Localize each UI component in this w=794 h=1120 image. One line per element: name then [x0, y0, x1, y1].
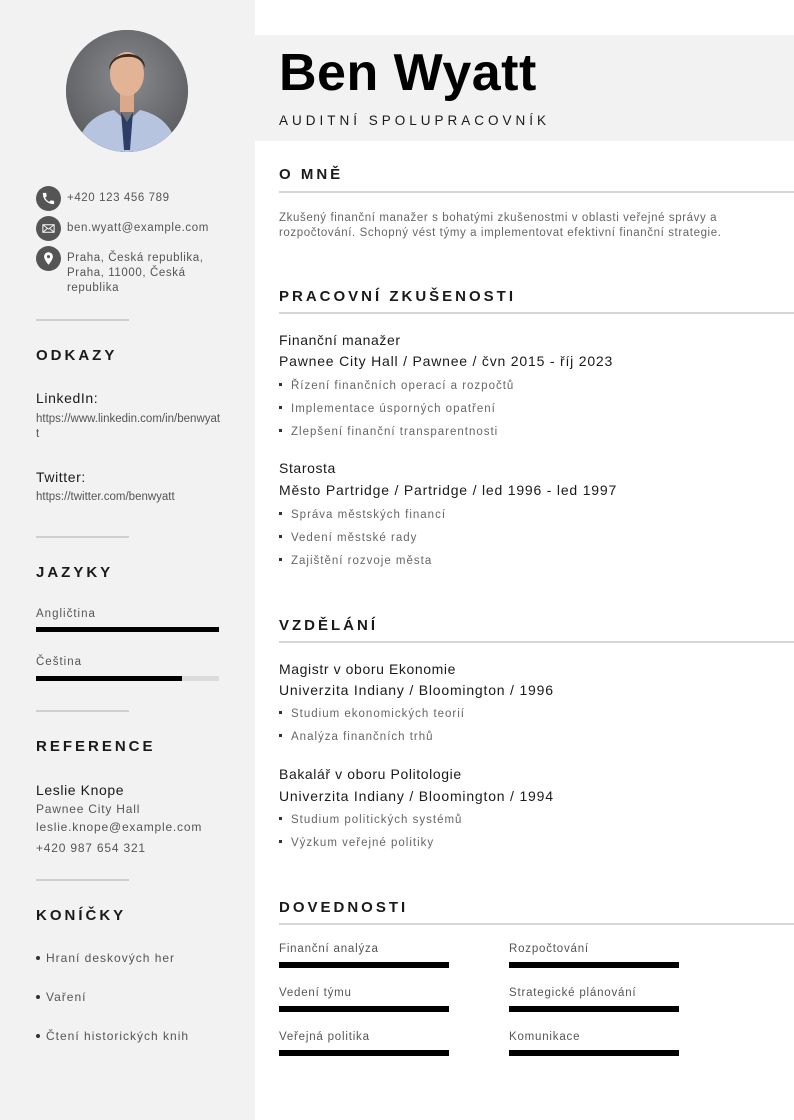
reference-email[interactable]: leslie.knope@example.com	[36, 820, 203, 834]
address-text: Praha, Česká republika, Praha, 11000, Česká republika	[67, 252, 204, 294]
hobby-item: Hraní deskových her	[36, 951, 175, 965]
section-rule	[279, 641, 794, 643]
candidate-name: Ben Wyatt	[279, 44, 537, 102]
reference-phone: +420 987 654 321	[36, 841, 146, 855]
section-rule	[279, 312, 794, 314]
contact-phone	[36, 186, 217, 211]
language-level-bar	[36, 627, 219, 632]
degree-title: Bakalář v oboru Politologie	[279, 766, 462, 782]
job-title: AUDITNÍ SPOLUPRACOVNÍK	[279, 113, 551, 128]
bullet-icon	[36, 1034, 40, 1038]
bullet-icon	[279, 558, 282, 561]
skill-level-bar	[279, 1006, 449, 1012]
degree-bullet: Výzkum veřejné politiky	[279, 837, 434, 849]
skill-name: Vedení týmu	[279, 987, 352, 999]
hobbies-heading: KONÍČKY	[36, 907, 127, 924]
degree-title: Magistr v oboru Ekonomie	[279, 661, 457, 677]
twitter-link[interactable]: https://twitter.com/benwyatt	[36, 491, 175, 503]
education-heading: VZDĚLÁNÍ	[279, 617, 378, 634]
skill-level-bar	[509, 1006, 679, 1012]
bullet-icon	[279, 817, 282, 820]
bullet-icon	[279, 535, 282, 538]
skill-name: Finanční analýza	[279, 943, 379, 955]
hobby-item: Vaření	[36, 990, 86, 1004]
skill-level-bar	[279, 1050, 449, 1056]
portrait-image	[66, 30, 188, 152]
skill-level-bar	[509, 1050, 679, 1056]
divider	[36, 319, 129, 321]
language-level-bar	[36, 676, 219, 681]
job-employer: Město Partridge / Partridge / led 1996 - led 1997	[279, 482, 618, 498]
language-name: Čeština	[36, 656, 82, 668]
divider	[36, 879, 129, 881]
languages-heading: JAZYKY	[36, 564, 114, 581]
degree-school: Univerzita Indiany / Bloomington / 1994	[279, 788, 554, 804]
bullet-icon	[279, 840, 282, 843]
links-heading: ODKAZY	[36, 347, 118, 364]
phone-text: +420 123 456 789	[67, 192, 170, 204]
section-rule	[279, 923, 794, 925]
job-bullet: Zajištění rozvoje města	[279, 555, 432, 567]
job-position: Finanční manažer	[279, 332, 401, 348]
reference-name: Leslie Knope	[36, 782, 125, 798]
skill-level-bar	[509, 962, 679, 968]
job-bullet: Vedení městské rady	[279, 532, 417, 544]
skill-level-bar	[279, 962, 449, 968]
job-bullet: Správa městských financí	[279, 509, 446, 521]
phone-icon	[36, 186, 61, 211]
envelope-icon	[36, 216, 61, 241]
sidebar	[0, 0, 255, 1120]
job-bullet: Implementace úsporných opatření	[279, 403, 496, 415]
map-pin-icon	[36, 246, 61, 271]
experience-heading: PRACOVNÍ ZKUŠENOSTI	[279, 288, 517, 305]
contact-email	[36, 216, 217, 241]
degree-bullet: Analýza finančních trhů	[279, 731, 434, 743]
reference-company: Pawnee City Hall	[36, 802, 141, 816]
contact-address	[36, 246, 217, 296]
job-bullet: Řízení finančních operací a rozpočtů	[279, 380, 514, 392]
job-position: Starosta	[279, 460, 336, 476]
job-bullet: Zlepšení finanční transparentnosti	[279, 426, 498, 438]
references-heading: REFERENCE	[36, 738, 156, 755]
hobby-item: Čtení historických knih	[36, 1029, 189, 1043]
bullet-icon	[279, 429, 282, 432]
degree-bullet: Studium politických systémů	[279, 814, 462, 826]
skill-name: Rozpočtování	[509, 943, 589, 955]
job-employer: Pawnee City Hall / Pawnee / čvn 2015 - říj 2023	[279, 353, 614, 369]
degree-bullet: Studium ekonomických teorií	[279, 708, 465, 720]
language-name: Angličtina	[36, 608, 96, 620]
skill-name: Komunikace	[509, 1031, 581, 1043]
skill-name: Strategické plánování	[509, 987, 637, 999]
bullet-icon	[279, 711, 282, 714]
divider	[36, 710, 129, 712]
about-heading: O MNĚ	[279, 166, 344, 183]
email-text[interactable]: ben.wyatt@example.com	[67, 222, 209, 234]
bullet-icon	[36, 995, 40, 999]
bullet-icon	[279, 406, 282, 409]
bullet-icon	[279, 734, 282, 737]
bullet-icon	[279, 512, 282, 515]
about-text: Zkušený finanční manažer s bohatými zkušenostmi v oblasti veřejné správy a rozpočtování. Schopný vést týmy a implementovat efektivní finanční strategie.	[279, 212, 722, 239]
section-rule	[279, 191, 794, 193]
skill-name: Veřejná politika	[279, 1031, 370, 1043]
linkedin-link[interactable]: https://www.linkedin.com/in/benwyatt	[36, 413, 221, 440]
main-content	[255, 0, 794, 1120]
bullet-icon	[279, 383, 282, 386]
divider	[36, 536, 129, 538]
degree-school: Univerzita Indiany / Bloomington / 1996	[279, 682, 554, 698]
profile-photo	[66, 30, 188, 152]
bullet-icon	[36, 956, 40, 960]
linkedin-label: LinkedIn:	[36, 390, 99, 406]
twitter-label: Twitter:	[36, 469, 86, 485]
skills-heading: DOVEDNOSTI	[279, 899, 409, 916]
